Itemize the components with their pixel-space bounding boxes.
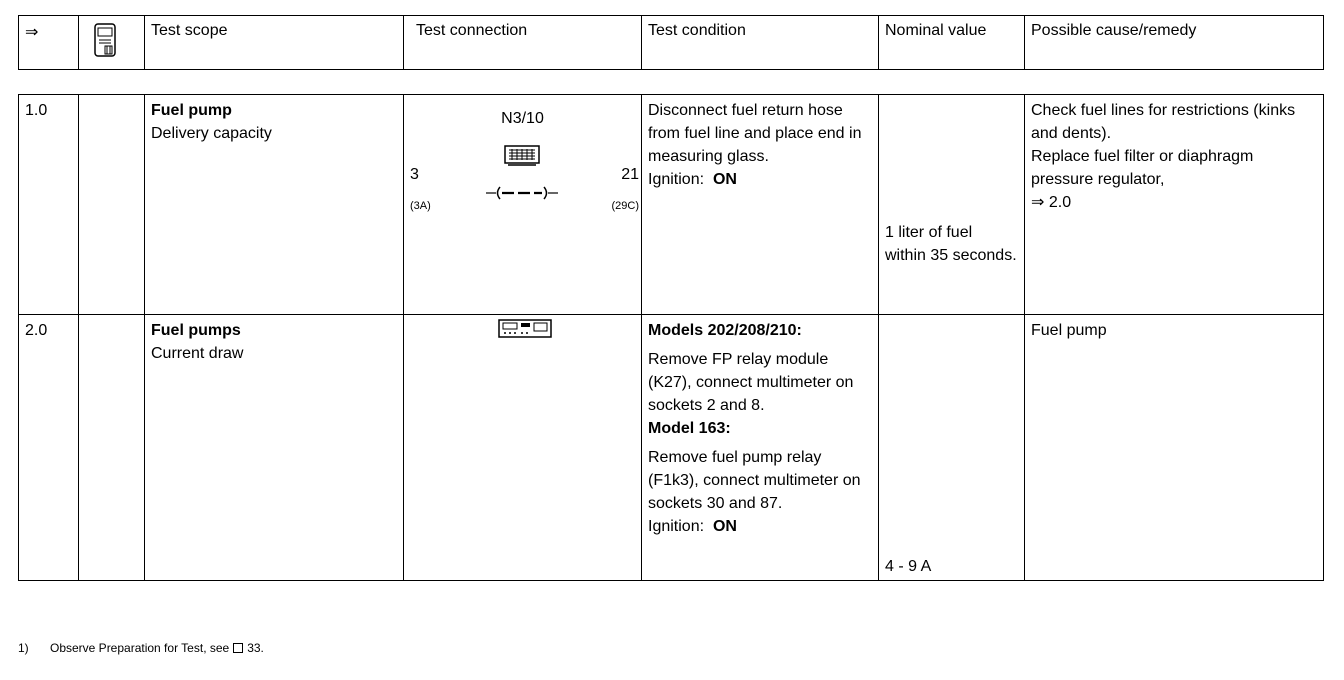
test-connection: [404, 95, 642, 315]
header-arrow: ⇒: [19, 16, 79, 70]
footnote-number: 1): [18, 641, 29, 655]
connector-label: N3/10: [501, 110, 544, 127]
ignition-label: Ignition:: [648, 518, 705, 535]
footnote-page[interactable]: 33.: [247, 641, 264, 655]
empty-cell: [79, 95, 145, 315]
ignition-value: ON: [712, 171, 737, 188]
cause-line-1: Fuel pump: [1031, 322, 1107, 339]
tester-icon: [93, 22, 117, 58]
test-connection: [404, 315, 642, 581]
test-cable-icon: [486, 185, 558, 201]
header-possible-cause: Possible cause/remedy: [1025, 16, 1324, 70]
cause-reference[interactable]: ⇒ 2.0: [1031, 194, 1072, 211]
multimeter-icon: [498, 319, 552, 339]
table-row: [19, 95, 1324, 315]
pin-left-sub: (3A): [410, 200, 431, 212]
nominal-text: 4 - 9 A: [885, 558, 932, 575]
pin-right: 21: [621, 166, 639, 183]
control-unit-icon: [504, 145, 540, 167]
ignition-value: ON: [712, 518, 737, 535]
header-tester-icon-cell: [79, 16, 145, 70]
test-scope: [145, 315, 404, 581]
step-number: 1.0: [19, 95, 79, 315]
cause-line-2: Replace fuel filter or diaphragm pressure regulator,: [1031, 148, 1254, 188]
page-reference-icon: [233, 643, 243, 653]
test-table: [18, 94, 1324, 581]
nominal-value: [879, 95, 1025, 315]
scope-title: Fuel pumps: [151, 322, 241, 339]
models-a-heading: Models 202/208/210:: [648, 322, 802, 339]
test-condition: [642, 95, 879, 315]
header-test-condition: Test condition: [642, 16, 879, 70]
ignition-line: [648, 168, 872, 191]
models-b-heading: Model 163:: [648, 420, 731, 437]
models-b-text: Remove fuel pump relay (F1k3), connect multimeter on sockets 30 and 87.: [648, 449, 861, 512]
scope-subtitle: Delivery capacity: [151, 125, 272, 142]
scope-title: Fuel pump: [151, 102, 232, 119]
table-row: [19, 315, 1324, 581]
pin-left: 3: [410, 166, 419, 183]
possible-cause: [1025, 95, 1324, 315]
test-condition: [642, 315, 879, 581]
header-test-scope: Test scope: [145, 16, 404, 70]
ignition-line: [648, 515, 872, 538]
nominal-text: 1 liter of fuel within 35 seconds.: [885, 224, 1017, 264]
header-table: [18, 15, 1324, 70]
possible-cause: [1025, 315, 1324, 581]
header-nominal-value: Nominal value: [879, 16, 1025, 70]
cause-line-1: Check fuel lines for restrictions (kinks and dents).: [1031, 102, 1296, 142]
pin-right-sub: (29C): [611, 200, 639, 212]
step-number: 2.0: [19, 315, 79, 581]
footnote-text: Observe Preparation for Test, see: [50, 641, 230, 655]
models-a-text: Remove FP relay module (K27), connect multimeter on sockets 2 and 8.: [648, 351, 854, 414]
header-test-connection: Test connection: [404, 16, 642, 70]
empty-cell: [79, 315, 145, 581]
scope-subtitle: Current draw: [151, 345, 244, 362]
footnote: [18, 641, 264, 655]
condition-text: Disconnect fuel return hose from fuel line and place end in measuring glass.: [648, 102, 862, 165]
nominal-value: [879, 315, 1025, 581]
ignition-label: Ignition:: [648, 171, 705, 188]
test-scope: [145, 95, 404, 315]
